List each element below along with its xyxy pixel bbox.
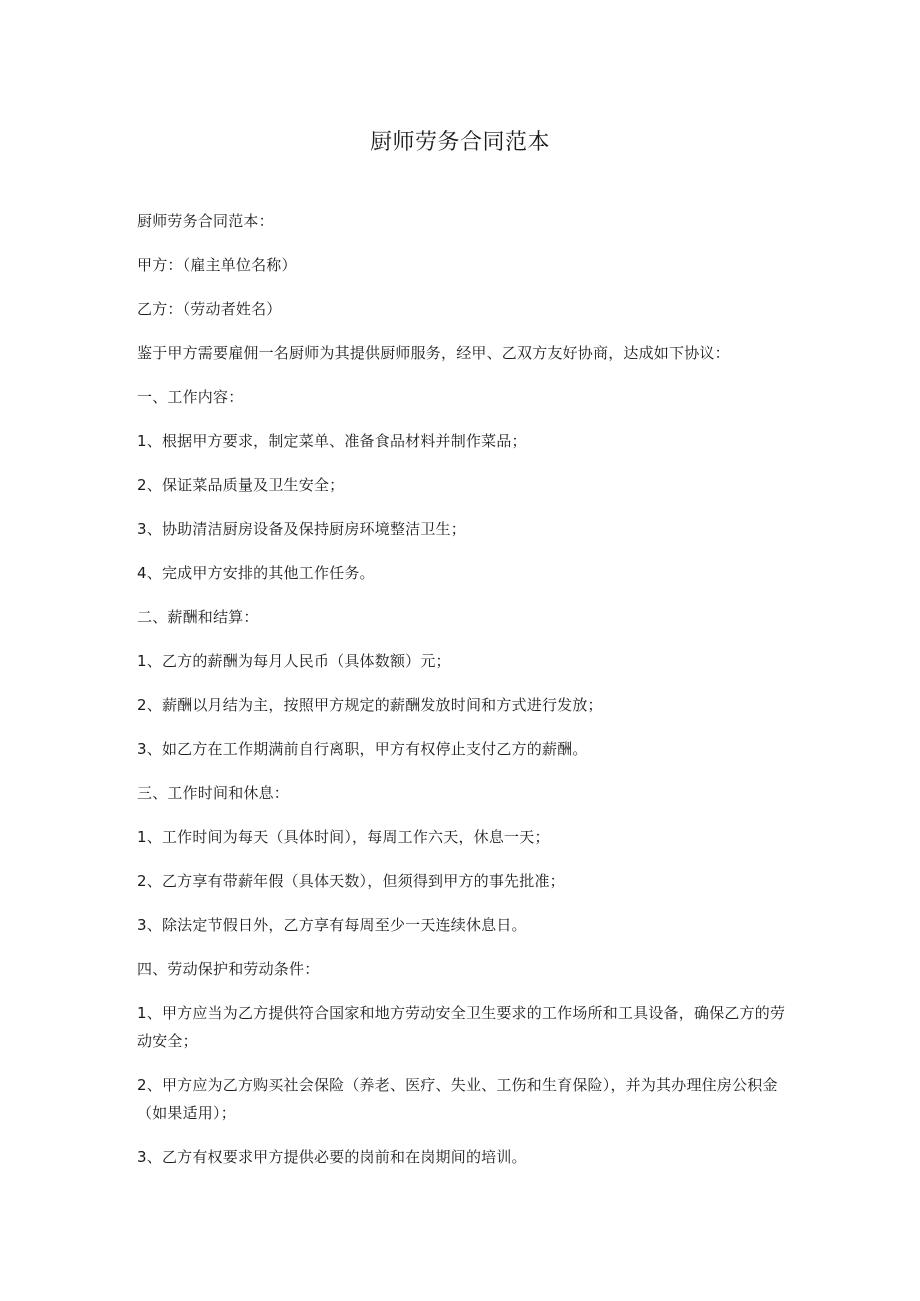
clause-3-2: 2、乙方享有带薪年假（具体天数），但须得到甲方的事先批准； (137, 872, 565, 890)
clause-3-1: 1、工作时间为每天（具体时间），每周工作六天，休息一天； (137, 828, 550, 846)
clause-2-3: 3、如乙方在工作期满前自行离职，甲方有权停止支付乙方的薪酬。 (137, 740, 588, 758)
document-body (137, 207, 787, 1187)
clause-4-1: 1、甲方应当为乙方提供符合国家和地方劳动安全卫生要求的工作场所和工具设备，确保乙方的劳动安全； (137, 1004, 786, 1050)
section-heading-salary: 二、薪酬和结算： (137, 608, 259, 626)
clause-1-1: 1、根据甲方要求，制定菜单、准备食品材料并制作菜品； (137, 432, 527, 450)
party-a: 甲方：（雇主单位名称） (137, 256, 297, 274)
clause-1-3: 3、协助清洁厨房设备及保持厨房环境整洁卫生； (137, 520, 466, 538)
section-heading-labor-protection: 四、劳动保护和劳动条件： (137, 960, 320, 978)
preamble: 鉴于甲方需要雇佣一名厨师为其提供厨师服务，经甲、乙双方友好协商，达成如下协议： (137, 344, 730, 362)
section-heading-work-content: 一、工作内容： (137, 388, 244, 406)
document-title: 厨师劳务合同范本 (369, 130, 550, 155)
intro-heading: 厨师劳务合同范本： (137, 212, 274, 230)
party-b: 乙方：（劳动者姓名） (137, 300, 282, 318)
section-heading-work-hours: 三、工作时间和休息： (137, 784, 290, 802)
clause-1-2: 2、保证菜品质量及卫生安全； (137, 476, 345, 494)
clause-4-2: 2、甲方应为乙方购买社会保险（养老、医疗、失业、工伤和生育保险），并为其办理住房公积金（如果适用）； (137, 1076, 778, 1122)
clause-2-2: 2、薪酬以月结为主，按照甲方规定的薪酬发放时间和方式进行发放； (137, 696, 603, 714)
clause-3-3: 3、除法定节假日外，乙方享有每周至少一天连续休息日。 (137, 916, 527, 934)
clause-4-3: 3、乙方有权要求甲方提供必要的岗前和在岗期间的培训。 (137, 1148, 527, 1166)
clause-2-1: 1、乙方的薪酬为每月人民币（具体数额）元； (137, 652, 451, 670)
clause-1-4: 4、完成甲方安排的其他工作任务。 (137, 564, 375, 582)
